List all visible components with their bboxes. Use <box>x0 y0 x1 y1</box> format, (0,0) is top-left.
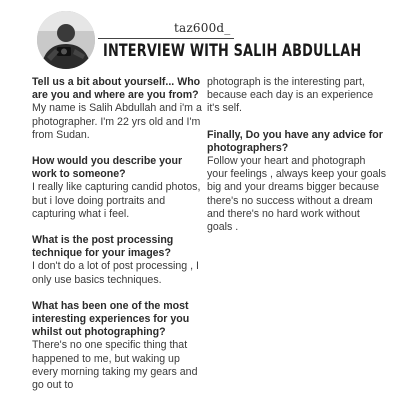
avatar <box>37 11 95 69</box>
answer-continuation: photograph is the interesting part, because each day is an experience it's self. <box>207 76 374 115</box>
question: Tell us a bit about yourself... Who are you and where are you from? <box>32 76 201 102</box>
qa-item <box>32 234 204 287</box>
qa-item <box>32 76 204 142</box>
qa-item <box>32 300 204 392</box>
qa-item <box>32 155 204 221</box>
answer: I really like capturing candid photos, but i love doing portraits and capturing what i feel. <box>32 181 201 220</box>
header-divider <box>98 38 234 39</box>
left-column <box>32 76 204 401</box>
question: What has been one of the most interesting experiences for you whilst out photographing? <box>32 299 190 339</box>
question: How would you describe your work to someone? <box>32 155 183 181</box>
question: Finally, Do you have any advice for photographers? <box>207 128 383 154</box>
right-column <box>207 76 387 247</box>
answer: There's no one specific thing that happened to me, but waking up every morning taking my gears and go out to <box>32 339 198 392</box>
answer: Follow your heart and photograph your feelings , always keep your goals big and your dreams bigger because there's no success without a dream and there's no hard work without goals . <box>207 155 387 234</box>
question: What is the post processing technique for your images? <box>32 234 174 260</box>
answer: My name is Salih Abdullah and i'm a photographer. I'm 22 yrs old and I'm from Sudan. <box>32 102 202 141</box>
page-title: INTERVIEW WITH SALIH ABDULLAH <box>103 41 362 60</box>
qa-item <box>207 129 387 235</box>
answer: I don't do a lot of post processing , I only use basics techniques. <box>32 260 199 286</box>
person-photo-icon <box>37 11 95 69</box>
instagram-handle: taz600d_ <box>174 21 231 35</box>
